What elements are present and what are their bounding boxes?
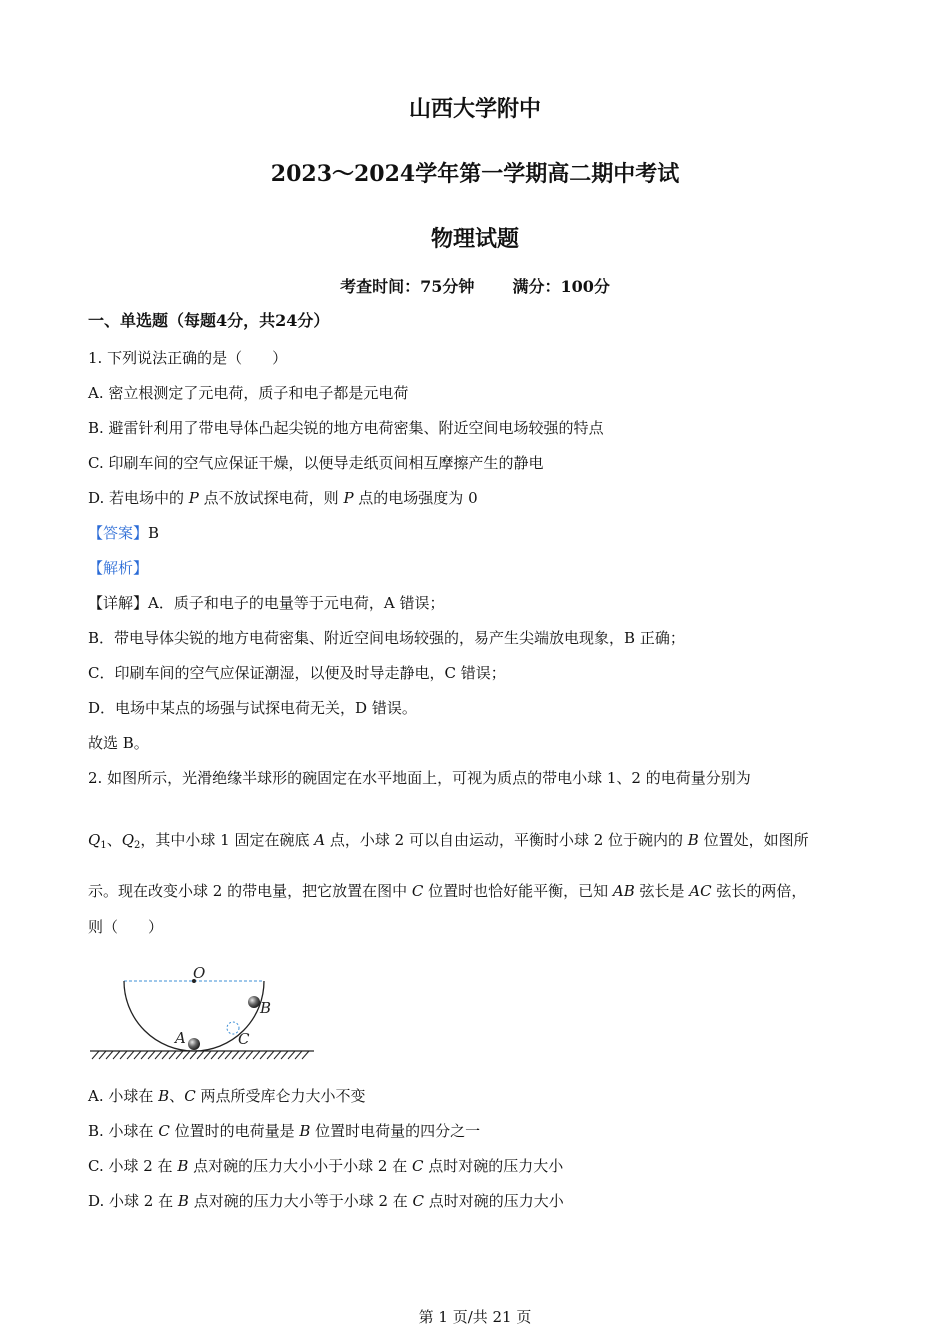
bowl-figure: [88, 960, 318, 1065]
q1-detail-b: B．带电导体尖锐的地方电荷密集、附近空间电场较强的，易产生尖端放电现象，B 正确；: [88, 629, 685, 647]
label-c: C: [238, 1030, 250, 1048]
q2-option-d: D. 小球 2 在 B 点对碗的压力大小等于小球 2 在 C 点时对碗的压力大小: [88, 1192, 564, 1210]
detail-tag: 【详解】: [88, 594, 149, 612]
q2-option-a: A. 小球在 B、C 两点所受库仑力大小不变: [88, 1087, 366, 1105]
section-heading: 一、单选题（每题4分，共24分）: [88, 311, 330, 330]
label-o: O: [193, 964, 206, 982]
q2-stem-line2: $Q_1$、$Q_2$，其中小球 1 固定在碗底 A 点，小球 2 可以自由运动，平衡时小球 2 位于碗内的 B 位置处，如图所: [88, 831, 809, 851]
q1-detail-d: D．电场中某点的场强与试探电荷无关，D 错误。: [88, 699, 417, 717]
q1-answer: 【答案】B: [88, 524, 160, 542]
q2-stem-line3: 示。现在改变小球 2 的带电量，把它放置在图中 C 位置时也恰好能平衡，已知 AB 弦长是 AC 弦长的两倍，: [88, 882, 807, 900]
ball-a: [188, 1038, 200, 1050]
q1-option-d: D. 若电场中的 P 点不放试探电荷，则 P 点的电场强度为 0: [88, 489, 478, 507]
q1-stem: 1. 下列说法正确的是（ ）: [88, 349, 288, 367]
q1-option-c: C. 印刷车间的空气应保证干燥，以便导走纸页间相互摩擦产生的静电: [88, 454, 544, 472]
ball-b: [248, 996, 260, 1008]
school-name: 山西大学附中: [408, 96, 541, 122]
q2-stem-line4: 则（ ）: [88, 918, 164, 936]
answer-tag: 【答案】: [88, 524, 149, 542]
q1-analysis-tag: 【解析】: [88, 559, 149, 577]
q1-detail-a: 【详解】A．质子和电子的电量等于元电荷，A 错误；: [88, 594, 445, 612]
q2-stem-line1: 2. 如图所示，光滑绝缘半球形的碗固定在水平地面上，可视为质点的带电小球 1、2 的电荷量分别为: [88, 769, 751, 787]
page-footer: 第 1 页/共 21 页: [418, 1308, 532, 1326]
q1-option-b: B. 避雷针利用了带电导体凸起尖锐的地方电荷密集、附近空间电场较强的特点: [88, 419, 604, 437]
label-b: B: [260, 999, 272, 1017]
subject-title: 物理试题: [430, 226, 519, 252]
q1-option-a: A. 密立根测定了元电荷，质子和电子都是元电荷: [88, 384, 409, 402]
exam-title: 2023～2024学年第一学期高二期中考试: [270, 161, 680, 187]
q2-option-b: B. 小球在 C 位置时的电荷量是 B 位置时电荷量的四分之一: [88, 1122, 481, 1140]
q1-detail-c: C．印刷车间的空气应保证潮湿，以便及时导走静电，C 错误；: [88, 664, 506, 682]
exam-info: [0, 274, 950, 297]
ground-hatch: [92, 1051, 309, 1059]
q1-conclusion: 故选 B。: [88, 734, 149, 752]
q2-option-c: C. 小球 2 在 B 点对碗的压力大小小于小球 2 在 C 点时对碗的压力大小: [88, 1157, 564, 1175]
exam-time: 考查时间：75分钟: [340, 277, 475, 296]
label-a: A: [175, 1029, 186, 1047]
full-score: 满分：100分: [512, 277, 610, 296]
